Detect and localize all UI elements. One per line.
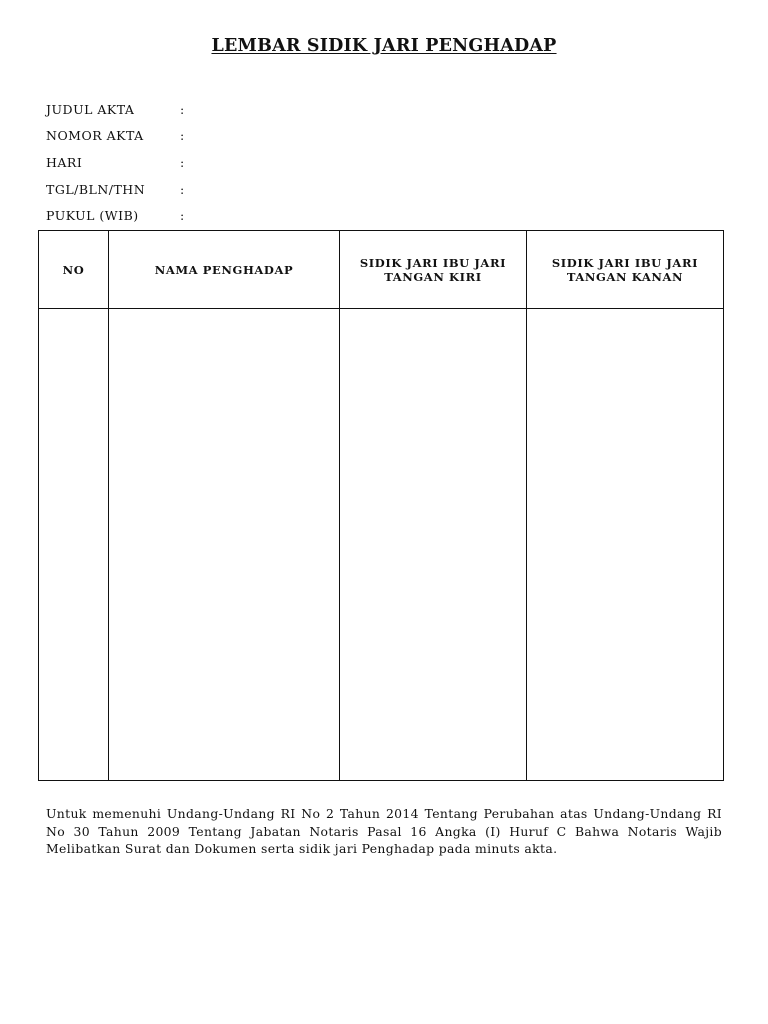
deed-info-fields xyxy=(46,96,190,229)
field-judul-akta xyxy=(46,96,190,123)
legal-note: Untuk memenuhi Undang-Undang RI No 2 Tahun 2014 Tentang Perubahan atas Undang-Undang RI No 30 Tahun 2009 Tentang Jabatan Notaris Pasal 16 Angka (I) Huruf C Bahwa Notaris Wajib Melibatkan Surat dan Dokumen serta sidik jari Penghadap pada minuts akta. xyxy=(46,806,722,856)
field-colon: : xyxy=(180,208,185,224)
cell-fingerprint-right[interactable] xyxy=(527,309,723,780)
field-colon: : xyxy=(180,154,185,170)
cell-no[interactable] xyxy=(39,309,108,780)
fingerprint-table xyxy=(38,230,724,781)
field-colon: : xyxy=(180,101,185,117)
document-title: LEMBAR SIDIK JARI PENGHADAP xyxy=(211,36,557,56)
field-tgl-bln-thn xyxy=(46,176,190,203)
field-label: HARI xyxy=(46,154,83,170)
header-sidik-jari-kiri: SIDIK JARI IBU JARI TANGAN KIRI xyxy=(359,255,507,284)
field-nomor-akta xyxy=(46,123,190,150)
field-label: PUKUL (WIB) xyxy=(46,208,139,224)
header-nama-penghadap: NAMA PENGHADAP xyxy=(154,262,294,277)
field-label: TGL/BLN/THN xyxy=(46,181,146,197)
field-hari xyxy=(46,149,190,176)
field-label: JUDUL AKTA xyxy=(46,101,135,117)
cell-fingerprint-left[interactable] xyxy=(340,309,526,780)
field-pukul-wib xyxy=(46,202,190,229)
header-sidik-jari-kanan: SIDIK JARI IBU JARI TANGAN KANAN xyxy=(551,255,699,284)
field-label: NOMOR AKTA xyxy=(46,128,144,144)
field-colon: : xyxy=(180,181,185,197)
header-no: NO xyxy=(62,262,85,277)
cell-nama-penghadap[interactable] xyxy=(109,309,339,780)
field-colon: : xyxy=(180,128,185,144)
